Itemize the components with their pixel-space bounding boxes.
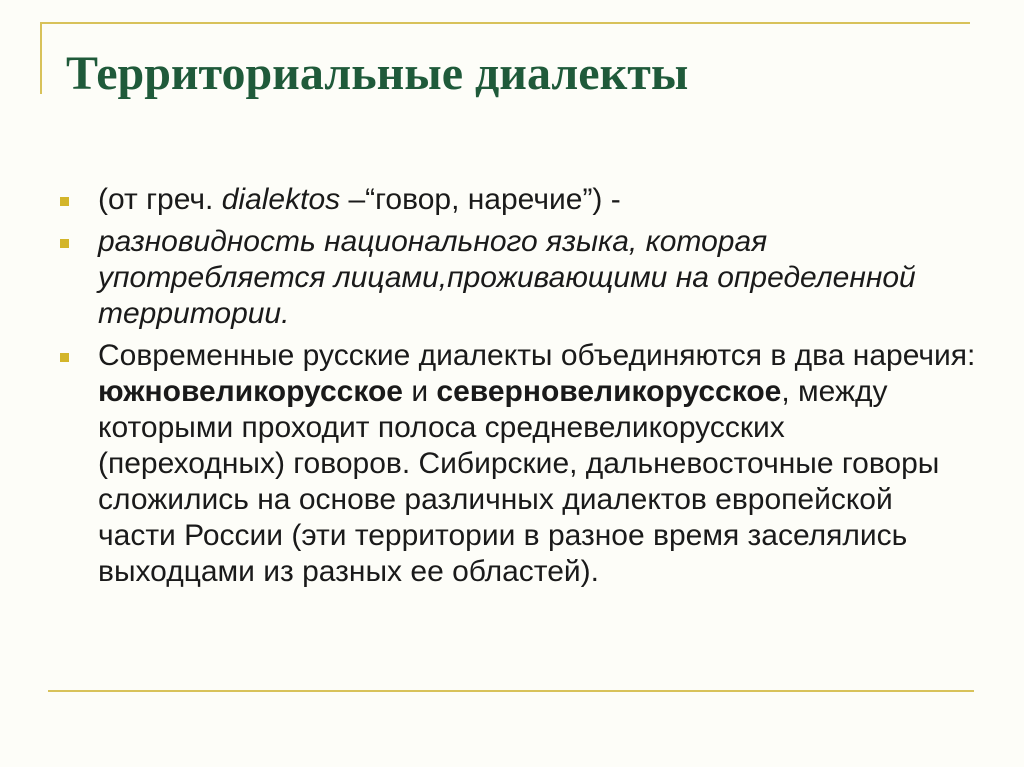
- bullet-list: [98, 182, 978, 596]
- square-bullet-icon: [60, 353, 69, 362]
- dialects-conjunction: и: [402, 375, 437, 408]
- dialects-text-end: , между которыми проходит полоса средневеликорусских (переходных) говоров. Сибирские, дальневосточные говоры сложились на основе различных диалектов европейской части России (эти территории в разное время заселялись выходцами из разных ее областей).: [98, 375, 940, 588]
- etymology-greek-word: dialektos: [221, 183, 341, 216]
- square-bullet-icon: [60, 197, 69, 206]
- slide-title: Территориальные диалекты: [66, 47, 689, 100]
- southern-dialect-term: южновеликорусское: [98, 375, 403, 408]
- etymology-meaning: –“говор, наречие”) -: [340, 183, 621, 216]
- top-border-line: [40, 22, 970, 24]
- bullet-item-definition: [98, 224, 978, 332]
- etymology-prefix: (от греч.: [98, 183, 222, 216]
- bullet-item-etymology: [98, 182, 978, 218]
- dialects-text-start: Современные русские диалекты объединяются в два наречия:: [98, 339, 976, 372]
- northern-dialect-term: северновеликорусское: [436, 375, 782, 408]
- bottom-border-line: [48, 690, 974, 692]
- bullet-item-russian-dialects: [98, 338, 978, 590]
- left-border-line: [40, 22, 42, 94]
- definition-text: разновидность национального языка, которая употребляется лицами,проживающими на определенной территории.: [98, 225, 916, 330]
- square-bullet-icon: [60, 239, 69, 248]
